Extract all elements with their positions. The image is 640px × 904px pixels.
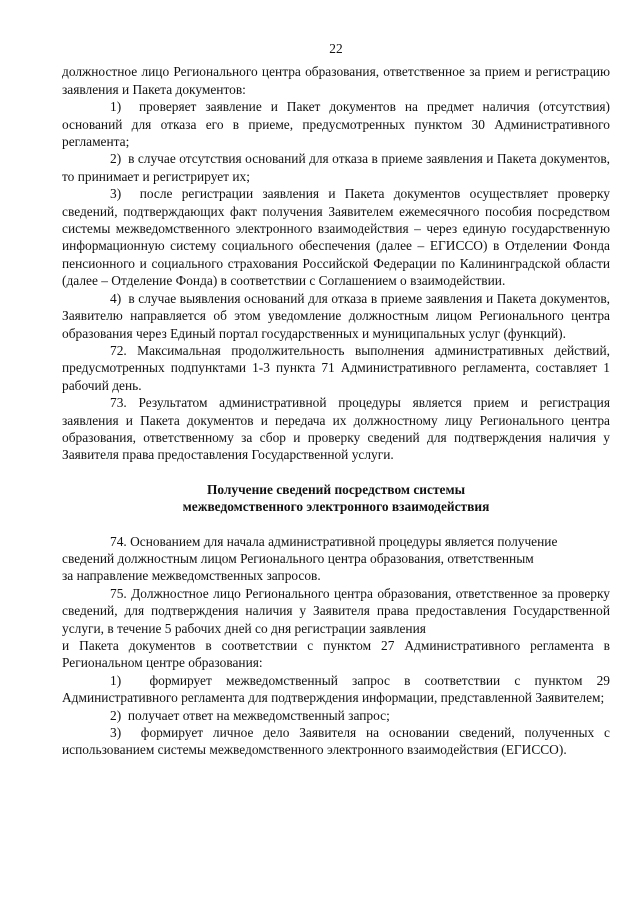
section-heading-line: Получение сведений посредством системы: [206, 481, 466, 497]
paragraph: 1) формирует межведомственный запрос в соответствии с пунктом 29 Административного регламента для подтверждения информации, представленной Заявителем;: [62, 672, 610, 706]
paragraph: 73. Результатом административной процедуры является прием и регистрация заявления и Пакета документов и передача их должностному лицу Регионального центра образования, ответственному за сбор и проверку сведений для подтверждения наличия у Заявителя права предоставления Государственной услуги.: [62, 395, 610, 463]
paragraph: должностное лицо Регионального центра образования, ответственное за прием и регистрацию заявления и Пакета документов:: [62, 64, 610, 97]
section-heading-line: межведомственного электронного взаимодействия: [182, 499, 490, 515]
paragraph: 2) получает ответ на межведомственный запрос;: [110, 707, 390, 723]
section-after: [62, 533, 610, 759]
paragraph: 1) проверяет заявление и Пакет документов на предмет наличия (отсутствия) оснований для отказа его в приеме, предусмотренных пунктом 30 Административного регламента;: [62, 99, 610, 150]
page-number: 22: [329, 41, 343, 56]
section-before: [62, 63, 610, 463]
section-heading: [62, 481, 610, 516]
paragraph: 75. Должностное лицо Регионального центра образования, ответственное за проверку сведений, для подтверждения наличия у Заявителя права предоставления Государственной услуги, в течение 5 рабочих дней со дня регистрации заявления: [62, 585, 610, 636]
paragraph: 74. Основанием для начала административной процедуры является получение сведений должностным лицом Регионального центра образования, ответственным: [62, 533, 558, 566]
paragraph: 3) после регистрации заявления и Пакета документов осуществляет проверку сведений, подтверждающих факт получения Заявителем ежемесячного пособия посредством системы межведомственного электронного взаимодействия – через единую государственную информационную систему социального обеспечения (далее – ЕГИССО) в Отделении Фонда пенсионного и социального страхования Российской Федерации по Калининградской области (далее – Отделение Фонда) в соответствии с Соглашением о взаимодействии.: [62, 186, 610, 289]
paragraph: 72. Максимальная продолжительность выполнения административных действий, предусмотренных подпунктами 1-3 пункта 71 Административного регламента, составляет 1 рабочий день.: [62, 342, 610, 393]
paragraph: 2) в случае отсутствия оснований для отказа в приеме заявления и Пакета документов, то принимает и регистрирует их;: [62, 151, 610, 184]
document-page: [62, 40, 610, 759]
paragraph: 3) формирует личное дело Заявителя на основании сведений, полученных с использованием системы межведомственного электронного взаимодействия (ЕГИССО).: [62, 725, 610, 758]
paragraph: 4) в случае выявления оснований для отказа в приеме заявления и Пакета документов, Заявителю направляется об этом уведомление должностным лицом Регионального центра образования через Единый портал государственных и муниципальных услуг (функций).: [62, 290, 610, 341]
paragraph: за направление межведомственных запросов.: [62, 568, 321, 584]
paragraph: и Пакета документов в соответствии с пунктом 27 Административного регламента в Региональном центре образования:: [62, 638, 610, 671]
